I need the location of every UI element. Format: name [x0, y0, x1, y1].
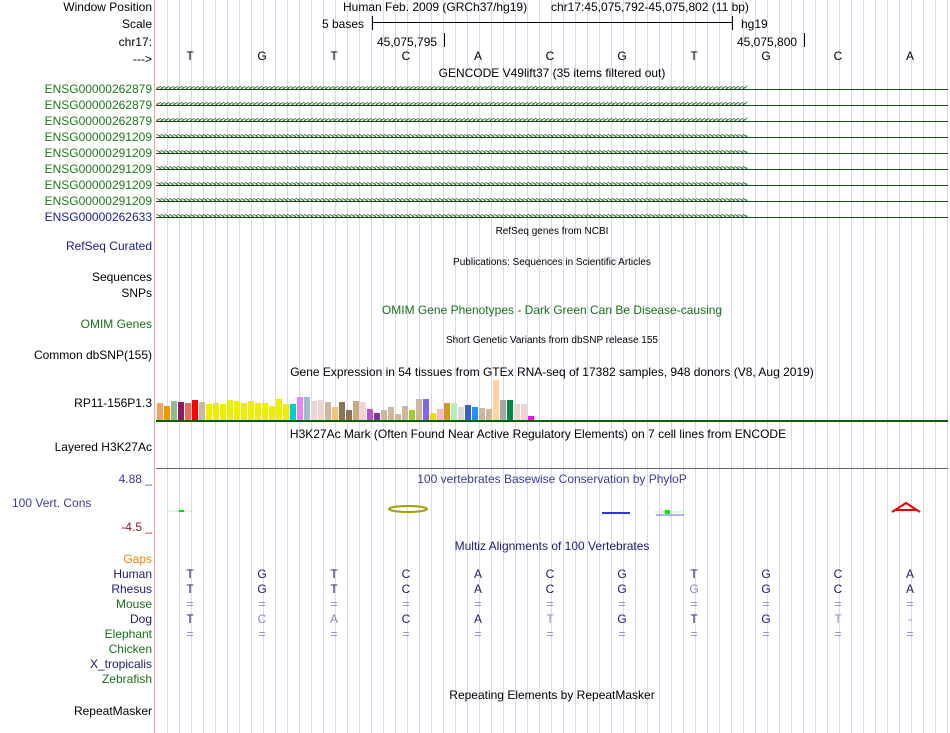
- alignment-base: C: [545, 567, 555, 581]
- omim-title: OMIM Gene Phenotypes - Dark Green Can Be Disease-causing: [381, 303, 723, 317]
- ruler-tick-1: 45,075,795: [377, 35, 438, 49]
- alignment-base: =: [474, 597, 482, 611]
- alignment-base: =: [402, 597, 410, 611]
- gtex-bar[interactable]: [311, 401, 317, 420]
- chr-label: chr17:: [118, 35, 152, 49]
- sequences-label[interactable]: Sequences: [91, 270, 152, 284]
- right-arrows-icon: >>>>>>>>>>>>>>>>>>>>>>>>>>>>>>>>>>>>>>>>>>>>>>>>>>>>>>>>>>>>>>>>>>>>>>>>>>>>>>>>>>>>>>>>>>>>>>>>>>>>>>>>>>>>>>>>>>>>>>>>>>>>>>>>>>>>>>>>>>>>: [156, 197, 747, 206]
- alignment-base: C: [545, 582, 555, 596]
- alignment-base: C: [401, 582, 411, 596]
- gtex-bar[interactable]: [416, 399, 422, 420]
- alignment-base: -: [908, 612, 912, 626]
- species-label[interactable]: Dog: [129, 612, 152, 626]
- base-letter: G: [761, 49, 771, 63]
- gtex-bar[interactable]: [276, 399, 282, 420]
- phylop-min: -4.5 _: [121, 520, 152, 534]
- gtex-bar[interactable]: [297, 397, 303, 420]
- alignment-base: G: [761, 612, 771, 626]
- gtex-bar[interactable]: [388, 407, 394, 420]
- gtex-bar[interactable]: [171, 401, 177, 420]
- gtex-label[interactable]: RP11-156P1.3: [74, 396, 152, 410]
- gtex-bar[interactable]: [332, 407, 338, 420]
- gtex-bar[interactable]: [444, 403, 450, 420]
- phylop-title: 100 vertebrates Basewise Conservation by PhyloP: [417, 472, 687, 486]
- ruler-tick-2: 45,075,800: [737, 35, 798, 49]
- alignment-base: G: [689, 582, 699, 596]
- phylop-max: 4.88 _: [118, 472, 152, 486]
- alignment-base: T: [330, 582, 338, 596]
- alignment-base: A: [473, 567, 483, 581]
- gtex-bar[interactable]: [437, 409, 443, 420]
- gtex-bar[interactable]: [493, 380, 499, 420]
- gene-label[interactable]: ENSG00000291209: [44, 194, 152, 208]
- alignment-base: T: [690, 567, 698, 581]
- alignment-base: =: [546, 627, 554, 641]
- gtex-bar[interactable]: [178, 402, 184, 420]
- alignment-base: T: [186, 612, 194, 626]
- base-letter: G: [617, 49, 627, 63]
- alignment-base: G: [617, 612, 627, 626]
- alignment-base: T: [330, 567, 338, 581]
- alignment-base: =: [834, 627, 842, 641]
- gene-label[interactable]: ENSG00000291209: [44, 178, 152, 192]
- gtex-bar[interactable]: [346, 410, 352, 420]
- base-letter: C: [545, 49, 555, 63]
- alignment-base: A: [473, 582, 483, 596]
- multiz-title: Multiz Alignments of 100 Vertebrates: [454, 539, 650, 553]
- gtex-bar[interactable]: [500, 400, 506, 420]
- alignment-base: G: [257, 567, 267, 581]
- h3k27ac-label[interactable]: Layered H3K27Ac: [54, 440, 152, 454]
- gene-label[interactable]: ENSG00000262879: [44, 82, 152, 96]
- refseq-label[interactable]: RefSeq Curated: [65, 239, 152, 253]
- scale-bar-right: [732, 16, 733, 30]
- tick-mark-2: [804, 33, 805, 47]
- right-arrows-icon: >>>>>>>>>>>>>>>>>>>>>>>>>>>>>>>>>>>>>>>>>>>>>>>>>>>>>>>>>>>>>>>>>>>>>>>>>>>>>>>>>>>>>>>>>>>>>>>>>>>>>>>>>>>>>>>>>>>>>>>>>>>>>>>>>>>>>>>>>>>>: [156, 213, 747, 222]
- alignment-base: T: [690, 612, 698, 626]
- gtex-bar[interactable]: [199, 402, 205, 420]
- alignment-base: =: [258, 597, 266, 611]
- gtex-bar[interactable]: [318, 400, 324, 420]
- alignment-base: G: [761, 567, 771, 581]
- gtex-bar[interactable]: [255, 403, 261, 420]
- base-letter: A: [473, 49, 483, 63]
- gtex-bar[interactable]: [234, 401, 240, 420]
- phylop-graph: [156, 500, 948, 520]
- right-arrows-icon: >>>>>>>>>>>>>>>>>>>>>>>>>>>>>>>>>>>>>>>>>>>>>>>>>>>>>>>>>>>>>>>>>>>>>>>>>>>>>>>>>>>>>>>>>>>>>>>>>>>>>>>>>>>>>>>>>>>>>>>>>>>>>>>>>>>>>>>>>>>>: [156, 165, 747, 174]
- alignment-base: =: [834, 597, 842, 611]
- alignment-base: =: [474, 627, 482, 641]
- scale-bar: [372, 22, 732, 23]
- gene-label[interactable]: ENSG00000291209: [44, 130, 152, 144]
- alignment-base: G: [761, 582, 771, 596]
- position-text: chr17:45,075,792-45,075,802 (11 bp): [551, 0, 749, 14]
- gtex-bar[interactable]: [185, 403, 191, 420]
- alignment-base: =: [618, 627, 626, 641]
- gtex-bar[interactable]: [213, 403, 219, 420]
- alignment-base: C: [401, 567, 411, 581]
- refseq-title: RefSeq genes from NCBI: [495, 226, 609, 237]
- species-label[interactable]: Human: [113, 567, 152, 581]
- base-letter: G: [257, 49, 267, 63]
- alignment-base: =: [258, 627, 266, 641]
- dbsnp-title: Short Genetic Variants from dbSNP release 155: [446, 335, 658, 346]
- gtex-bar[interactable]: [479, 408, 485, 420]
- gaps-label[interactable]: Gaps: [123, 552, 152, 566]
- species-label[interactable]: X_tropicalis: [89, 657, 152, 671]
- gtex-bar[interactable]: [409, 410, 415, 420]
- h3k27ac-line: [156, 468, 948, 469]
- pubs-title: Publications: Sequences in Scientific Articles: [453, 257, 651, 268]
- db-text: hg19: [741, 17, 768, 31]
- gtex-bar[interactable]: [521, 404, 527, 420]
- alignment-base: =: [690, 597, 698, 611]
- gtex-bar[interactable]: [451, 403, 457, 420]
- gtex-bar[interactable]: [472, 407, 478, 420]
- alignment-base: =: [690, 627, 698, 641]
- alignment-base: G: [617, 582, 627, 596]
- tick-mark-1: [444, 33, 445, 47]
- alignment-base: =: [618, 597, 626, 611]
- alignment-base: T: [186, 567, 194, 581]
- gtex-bar[interactable]: [304, 397, 310, 420]
- base-letter: C: [833, 49, 843, 63]
- species-label[interactable]: Elephant: [104, 627, 152, 641]
- right-arrows-icon: >>>>>>>>>>>>>>>>>>>>>>>>>>>>>>>>>>>>>>>>>>>>>>>>>>>>>>>>>>>>>>>>>>>>>>>>>>>>>>>>>>>>>>>>>>>>>>>>>>>>>>>>>>>>>>>>>>>>>>>>>>>>>>>>>>>>>>>>>>>>: [156, 149, 747, 158]
- base-letter: T: [330, 49, 338, 63]
- dbsnp-label[interactable]: Common dbSNP(155): [33, 348, 152, 362]
- gtex-bar[interactable]: [248, 401, 254, 420]
- gtex-bar[interactable]: [206, 404, 212, 420]
- phylop-label[interactable]: 100 Vert. Cons: [12, 496, 92, 510]
- alignment-base: T: [834, 612, 842, 626]
- gtex-bar[interactable]: [269, 406, 275, 420]
- assembly-title: Human Feb. 2009 (GRCh37/hg19): [343, 0, 528, 14]
- alignment-base: C: [833, 582, 843, 596]
- snps-label[interactable]: SNPs: [121, 286, 152, 300]
- alignment-base: G: [257, 582, 267, 596]
- gtex-bar[interactable]: [262, 403, 268, 420]
- gtex-baseline: [156, 420, 948, 422]
- gene-label[interactable]: ENSG00000262879: [44, 114, 152, 128]
- alignment-base: =: [402, 627, 410, 641]
- gene-label[interactable]: ENSG00000262633: [44, 210, 152, 224]
- gtex-bar[interactable]: [192, 400, 198, 420]
- gencode-title: GENCODE V49lift37 (35 items filtered out): [438, 66, 666, 80]
- left-arrows-icon: <<<<<<<<<<<<<<<<<<<<<<<<<<<<<<<<<<<<<<<<<<<<<<<<<<<<<<<<<<<<<<<<<<<<<<<<<<<<<<<<<<<<<<<<<<<<<<<<<<<<<<<<<<<<<<<<<<<<<<<<<<<<<<<<<<<<<<<<<<<<: [156, 117, 747, 126]
- gtex-bar[interactable]: [325, 402, 331, 420]
- alignment-base: C: [833, 567, 843, 581]
- gtex-bar[interactable]: [339, 402, 345, 420]
- alignment-base: C: [401, 612, 411, 626]
- omim-label[interactable]: OMIM Genes: [80, 317, 152, 331]
- alignment-base: G: [617, 567, 627, 581]
- alignment-base: T: [186, 582, 194, 596]
- alignment-base: A: [329, 612, 339, 626]
- gtex-bar[interactable]: [220, 404, 226, 420]
- base-letter: T: [186, 49, 194, 63]
- alignment-base: =: [762, 597, 770, 611]
- alignment-base: =: [186, 627, 194, 641]
- gtex-bar[interactable]: [507, 400, 513, 420]
- gtex-title: Gene Expression in 54 tissues from GTEx RNA-seq of 17382 samples, 948 donors (V8, Aug 2019): [290, 365, 814, 379]
- gtex-bar[interactable]: [402, 406, 408, 420]
- base-letter: T: [690, 49, 698, 63]
- alignment-base: T: [546, 612, 554, 626]
- right-arrows-icon: >>>>>>>>>>>>>>>>>>>>>>>>>>>>>>>>>>>>>>>>>>>>>>>>>>>>>>>>>>>>>>>>>>>>>>>>>>>>>>>>>>>>>>>>>>>>>>>>>>>>>>>>>>>>>>>>>>>>>>>>>>>>>>>>>>>>>>>>>>>>: [156, 181, 747, 190]
- scale-label: Scale: [121, 17, 152, 31]
- gtex-bar[interactable]: [367, 409, 373, 420]
- base-letter: C: [401, 49, 411, 63]
- strand-label[interactable]: --->: [133, 52, 152, 66]
- alignment-base: =: [762, 627, 770, 641]
- left-arrows-icon: <<<<<<<<<<<<<<<<<<<<<<<<<<<<<<<<<<<<<<<<<<<<<<<<<<<<<<<<<<<<<<<<<<<<<<<<<<<<<<<<<<<<<<<<<<<<<<<<<<<<<<<<<<<<<<<<<<<<<<<<<<<<<<<<<<<<<<<<<<<<: [156, 101, 747, 110]
- window-position-label: Window Position: [63, 0, 152, 14]
- alignment-base: =: [546, 597, 554, 611]
- gtex-bar[interactable]: [430, 413, 436, 420]
- alignment-base: =: [906, 627, 914, 641]
- gtex-bar[interactable]: [423, 399, 429, 420]
- species-label[interactable]: Chicken: [108, 642, 152, 656]
- species-label[interactable]: Mouse: [115, 597, 152, 611]
- scale-bar-left: [372, 16, 373, 30]
- gene-label[interactable]: ENSG00000291209: [44, 162, 152, 176]
- base-letter: A: [905, 49, 915, 63]
- gtex-bar[interactable]: [360, 402, 366, 420]
- h3k27ac-title: H3K27Ac Mark (Often Found Near Active Regulatory Elements) on 7 cell lines from ENCODE: [289, 427, 787, 441]
- gtex-bar[interactable]: [486, 409, 492, 420]
- gtex-bar[interactable]: [353, 401, 359, 420]
- gene-label[interactable]: ENSG00000291209: [44, 146, 152, 160]
- gtex-bar[interactable]: [290, 404, 296, 420]
- gtex-bar[interactable]: [164, 406, 170, 420]
- gtex-bar[interactable]: [465, 405, 471, 420]
- left-arrows-icon: <<<<<<<<<<<<<<<<<<<<<<<<<<<<<<<<<<<<<<<<<<<<<<<<<<<<<<<<<<<<<<<<<<<<<<<<<<<<<<<<<<<<<<<<<<<<<<<<<<<<<<<<<<<<<<<<<<<<<<<<<<<<<<<<<<<<<<<<<<<<: [156, 85, 747, 94]
- gtex-bar[interactable]: [381, 410, 387, 420]
- rmsk-title: Repeating Elements by RepeatMasker: [449, 688, 655, 702]
- gene-label[interactable]: ENSG00000262879: [44, 98, 152, 112]
- alignment-base: A: [473, 612, 483, 626]
- scale-text: 5 bases: [322, 17, 365, 31]
- alignment-base: A: [905, 582, 915, 596]
- rmsk-label[interactable]: RepeatMasker: [73, 704, 152, 718]
- species-label[interactable]: Zebrafish: [101, 672, 152, 686]
- species-label[interactable]: Rhesus: [111, 582, 152, 596]
- alignment-base: =: [906, 597, 914, 611]
- gtex-bar[interactable]: [157, 403, 163, 420]
- alignment-base: =: [330, 627, 338, 641]
- gtex-bar[interactable]: [514, 404, 520, 420]
- alignment-base: C: [257, 612, 267, 626]
- alignment-base: A: [905, 567, 915, 581]
- right-arrows-icon: >>>>>>>>>>>>>>>>>>>>>>>>>>>>>>>>>>>>>>>>>>>>>>>>>>>>>>>>>>>>>>>>>>>>>>>>>>>>>>>>>>>>>>>>>>>>>>>>>>>>>>>>>>>>>>>>>>>>>>>>>>>>>>>>>>>>>>>>>>>>: [156, 133, 747, 142]
- gtex-bar[interactable]: [227, 400, 233, 420]
- gtex-bar[interactable]: [458, 407, 464, 420]
- alignment-base: =: [330, 597, 338, 611]
- alignment-base: =: [186, 597, 194, 611]
- gtex-bar[interactable]: [241, 403, 247, 420]
- label-separator: [154, 0, 155, 733]
- gtex-bar[interactable]: [374, 413, 380, 420]
- gtex-bar[interactable]: [283, 404, 289, 420]
